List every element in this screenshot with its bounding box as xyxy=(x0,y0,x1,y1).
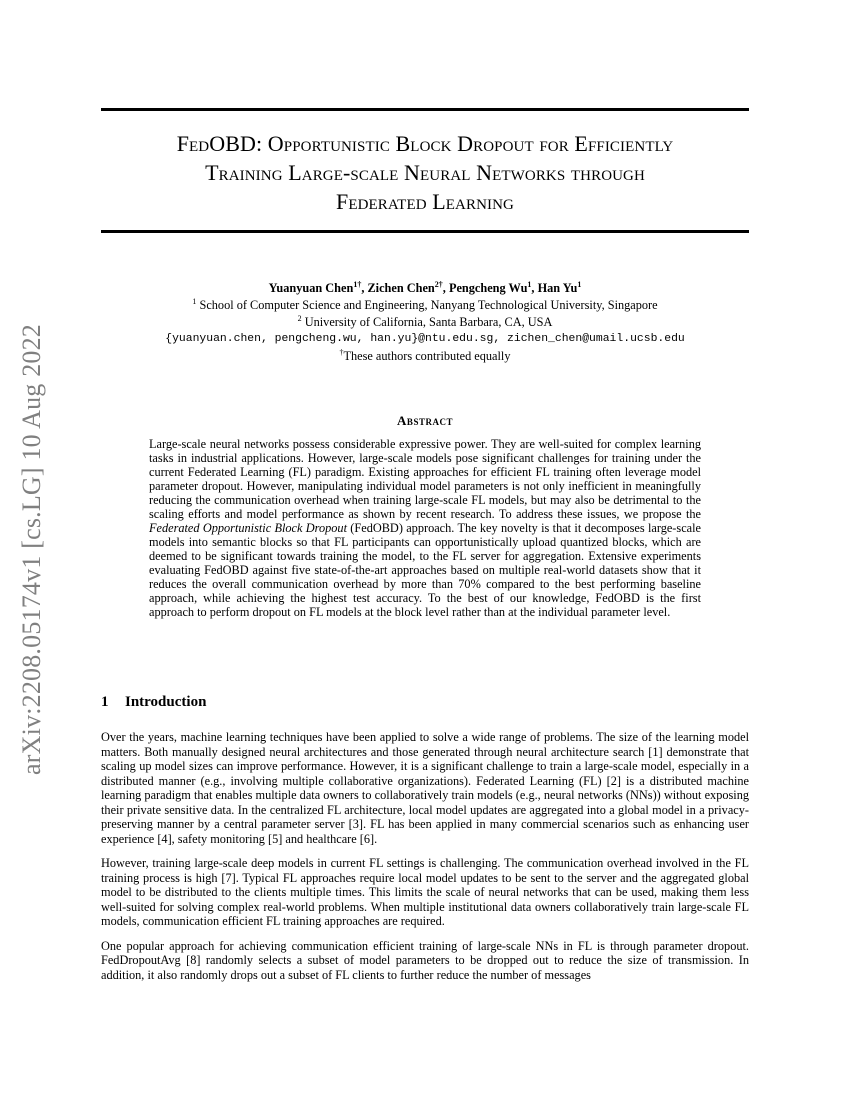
author-names: Yuanyuan Chen$^{1\dagger}$, Zichen Chen$^{2\dagger}$, Pengcheng Wu$^1$, Han Yu$^1$ xyxy=(268,279,582,295)
author-mark: 1† xyxy=(353,279,362,289)
author-mark: 1 xyxy=(527,279,532,289)
paragraph: Over the years, machine learning techniques have been applied to solve a wide range of problems. The size of the learning model matters. Both manually designed neural architectures and those generated through neural architecture search [1] demonstrate that scaling up model sizes can improve performance. However, it is a significant challenge to train a large-scale model, especially in a distributed manner (e.g., involving multiple collaborative organizations). Federated Learning (FL) [2] is a distributed machine learning paradigm that enables multiple data owners to collaboratively train models (e.g., neural networks (NNs)) without exposing their private sensitive data. In the centralized FL architecture, local model updates are aggregated into a global model in a privacy-preserving manner by a central parameter server [3]. FL has been applied in many commercial scenarios such as enhancing user experience [4], safety monitoring [5] and healthcare [6]. xyxy=(101,730,749,846)
arxiv-identifier[interactable]: arXiv:2208.05174v1 [cs.LG] 10 Aug 2022 xyxy=(17,324,46,775)
introduction-body xyxy=(101,730,749,992)
author-name: Yuanyuan Chen xyxy=(268,281,354,295)
author-block xyxy=(101,280,749,365)
abstract-part-2: (FedOBD) approach. The key novelty is that it decomposes large-scale models into semantic blocks so that FL participants can opportunistically upload quantized blocks, which are deemed to be significant towards training the model, to the FL server for aggregation. Extensive experiments evaluating FedOBD against five state-of-the-art approaches based on multiple real-world datasets show that it reduces the overall communication overhead by more than 70% compared to the best performing baseline approach, while achieving the highest test accuracy. To the best of our knowledge, FedOBD is the first approach to perform dropout on FL models at the block level rather than at the individual parameter level. xyxy=(149,521,701,619)
paragraph: One popular approach for achieving communication efficient training of large-scale NNs in FL is through parameter dropout. FedDropoutAvg [8] randomly selects a subset of model parameters to be dropped out to reduce the size of transmission. In addition, it also randomly drops out a subset of FL clients to further reduce the number of messages xyxy=(101,938,749,982)
affiliation-1 xyxy=(101,297,749,314)
paragraph: However, training large-scale deep models in current FL settings is challenging. The communication overhead involved in the FL training process is high [7]. Typical FL approaches require local model updates to be sent to the server and the aggregated global model to be distributed to the clients multiple times. This limits the scale of neural networks that can be used, making them less well-suited for solving complex real-world problems. When multiple institutional data owners collaboratively train large-scale FL models, communication efficient FL training approaches are required. xyxy=(101,856,749,928)
abstract-text xyxy=(149,437,701,619)
affiliation-2 xyxy=(101,314,749,331)
author-mark: 2† xyxy=(434,279,443,289)
equal-mark: † xyxy=(339,347,344,357)
title-bottom-rule xyxy=(101,230,749,233)
equal-note-text: These authors contributed equally xyxy=(343,349,511,363)
author-emails: {yuanyuan.chen, pengcheng.wu, han.yu}@ntu.edu.sg, zichen_chen@umail.ucsb.edu xyxy=(165,333,685,345)
affiliation-text: University of California, Santa Barbara, CA, USA xyxy=(304,315,553,329)
affiliation-text: School of Computer Science and Engineering, Nanyang Technological University, Singapore xyxy=(199,298,658,312)
title-top-rule xyxy=(101,108,749,111)
author-name: Han Yu xyxy=(537,281,578,295)
author-name: Pengcheng Wu xyxy=(448,281,528,295)
title-line-3: Federated Learning xyxy=(336,189,514,214)
section-title: Introduction xyxy=(125,694,207,710)
author-name: Zichen Chen xyxy=(367,281,435,295)
equal-contribution-note xyxy=(101,348,749,365)
title-line-2: Training Large-scale Neural Networks through xyxy=(205,160,645,185)
section-heading xyxy=(101,692,206,712)
abstract-part-1: Large-scale neural networks possess considerable expressive power. They are well-suited for complex learning tasks in industrial applications. However, large-scale models pose significant challenges for training under the current Federated Learning (FL) paradigm. Existing approaches for efficient FL training often leverage model parameter dropout. However, manipulating individual model parameters is not only inefficient in meaningfully reducing the communication overhead when training large-scale FL models, but may also be detrimental to the scaling efforts and model performance as shown by recent research. To address these issues, we propose the xyxy=(149,437,701,521)
section-number: 1 xyxy=(101,694,109,710)
author-mark: 1 xyxy=(577,279,582,289)
abstract-italic: Federated Opportunistic Block Dropout xyxy=(149,521,347,535)
abstract-heading: Abstract xyxy=(397,413,453,428)
affiliation-mark: 1 xyxy=(192,296,197,306)
paper-title xyxy=(101,129,749,216)
affiliation-mark: 2 xyxy=(297,313,302,323)
title-line-1: FedOBD: Opportunistic Block Dropout for Efficiently xyxy=(176,131,674,156)
